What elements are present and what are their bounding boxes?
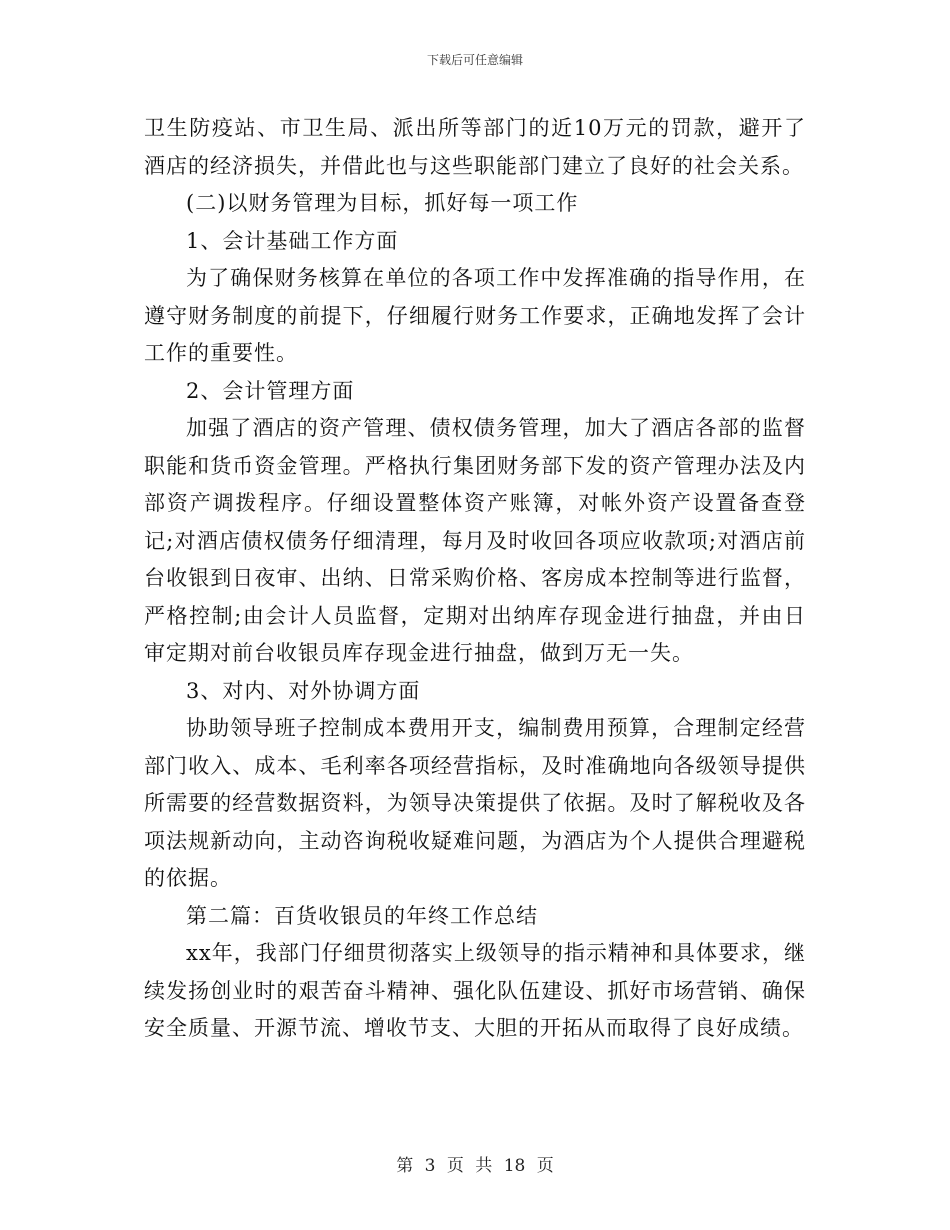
subsection-heading: 3、对内、对外协调方面 [186,678,421,703]
chapter-heading: 第二篇：百货收银员的年终工作总结 [186,903,538,928]
section-heading: (二)以财务管理为目标，抓好每一项工作 [186,191,579,215]
subsection-heading: 2、会计管理方面 [186,378,355,403]
page-header-note: 下载后可任意编辑 [426,53,523,67]
paragraph-continuation: 卫生防疫站、市卫生局、派出所等部门的近10万元的罚款，避开了酒店的经济损失，并借此也与这些职能部门建立了良好的社会关系。 [144,116,806,178]
paragraph: xx年，我部门仔细贯彻落实上级领导的指示精神和具体要求，继续发扬创业时的艰苦奋斗精神、强化队伍建设、抓好市场营销、确保安全质量、开源节流、增收节支、大胆的开拓从而取得了良好成绩。 [144,941,806,1040]
subsection-heading: 1、会计基础工作方面 [186,228,399,253]
document-body [144,110,806,1048]
paragraph: 协助领导班子控制成本费用开支，编制费用预算，合理制定经营部门收入、成本、毛利率各项经营指标，及时准确地向各级领导提供所需要的经营数据资料，为领导决策提供了依据。及时了解税收及各项法规新动向，主动咨询税收疑难问题，为酒店为个人提供合理避税的依据。 [144,716,806,890]
paragraph: 为了确保财务核算在单位的各项工作中发挥准确的指导作用，在遵守财务制度的前提下，仔细履行财务工作要求，正确地发挥了会计工作的重要性。 [144,266,806,365]
page-number-footer: 第 3 页 共 18 页 [396,1156,554,1176]
paragraph: 加强了酒店的资产管理、债权债务管理，加大了酒店各部的监督职能和货币资金管理。严格执行集团财务部下发的资产管理办法及内部资产调拨程序。仔细设置整体资产账簿，对帐外资产设置备查登记;对酒店债权债务仔细清理，每月及时收回各项应收款项;对酒店前台收银到日夜审、出纳、日常采购价格、客房成本控制等进行监督，严格控制;由会计人员监督，定期对出纳库存现金进行抽盘，并由日审定期对前台收银员库存现金进行抽盘，做到万无一失。 [144,416,806,665]
